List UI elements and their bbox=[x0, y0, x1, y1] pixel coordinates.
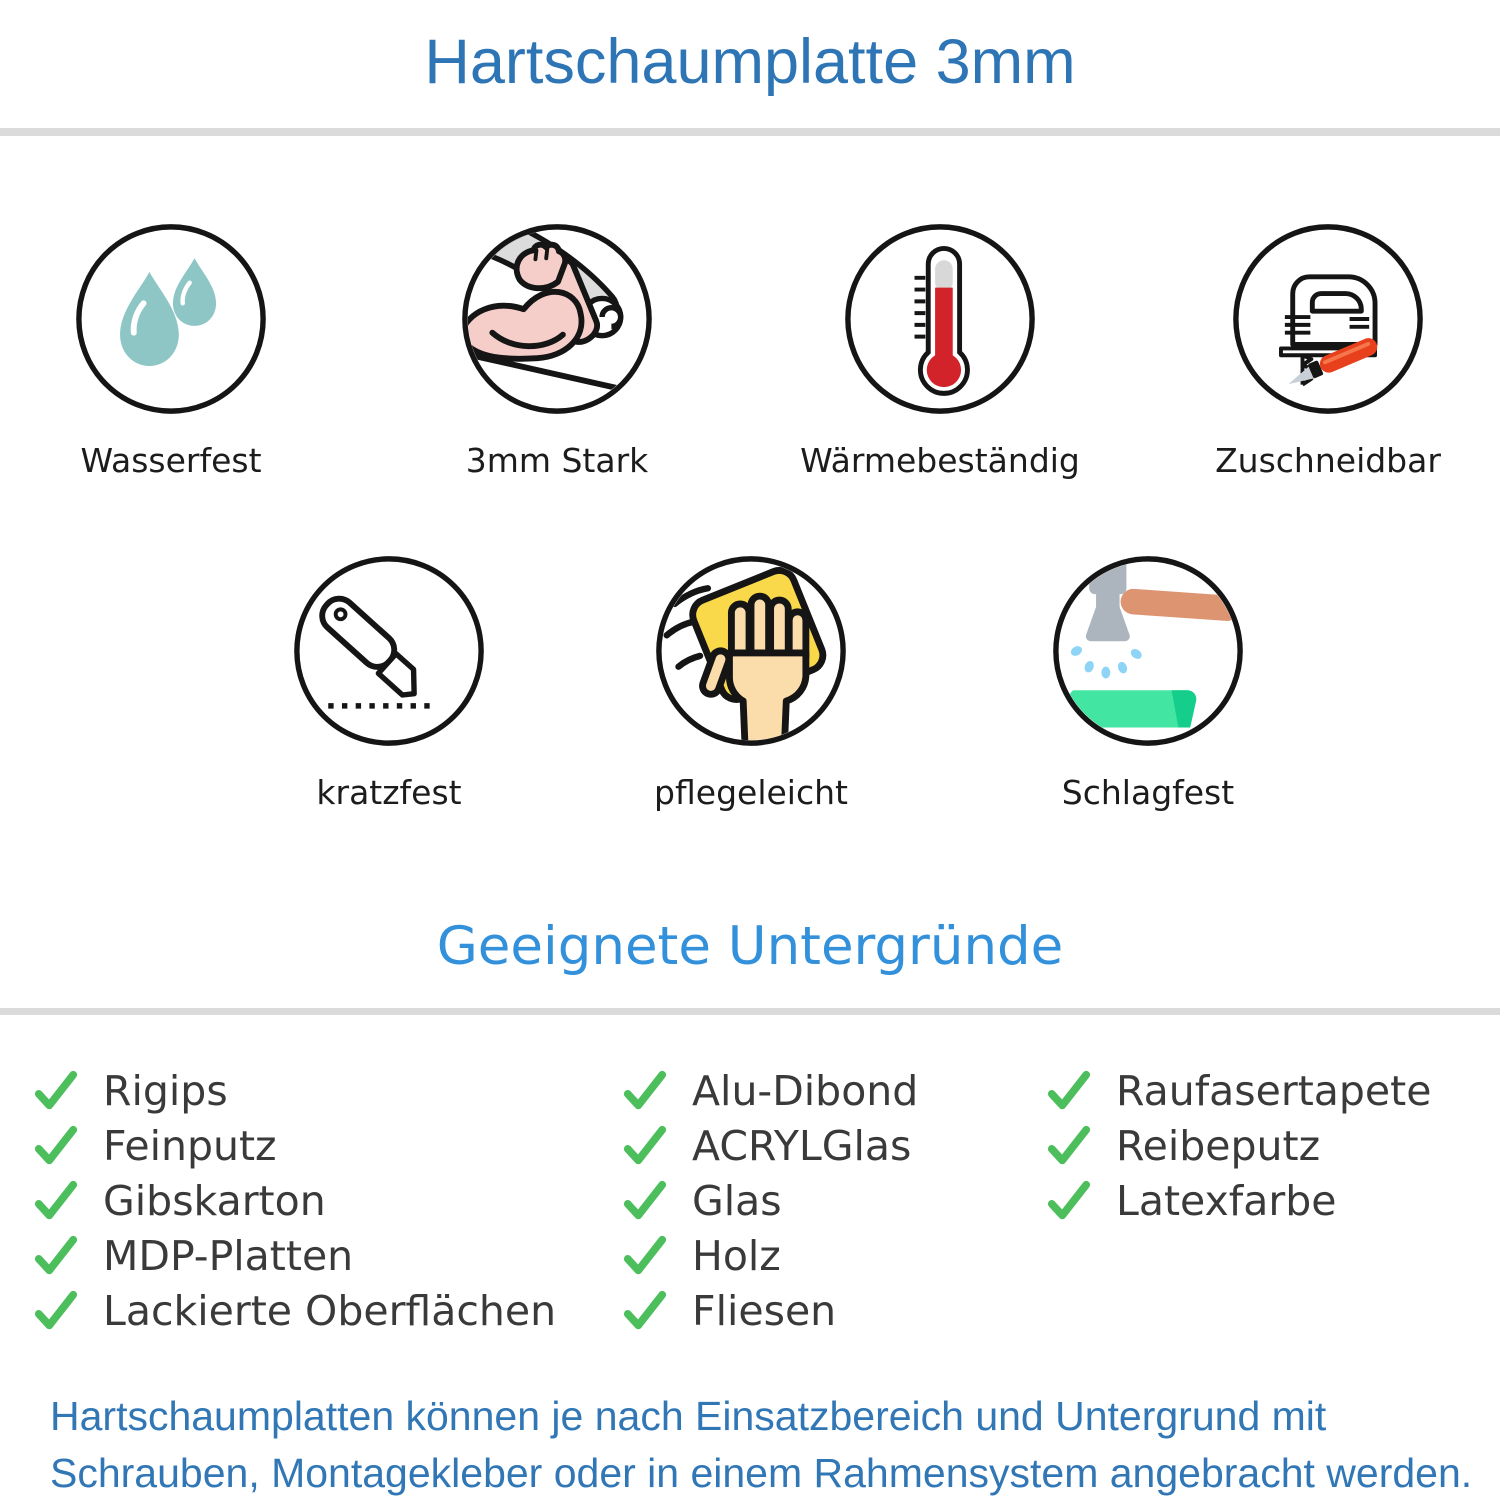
check-icon bbox=[622, 1068, 668, 1114]
check-icon bbox=[33, 1123, 79, 1169]
substrate-item bbox=[33, 1173, 556, 1228]
substrate-label: Holz bbox=[692, 1231, 781, 1280]
section-title-substrates: Geeignete Untergründe bbox=[436, 916, 1064, 977]
divider-substrates bbox=[0, 1008, 1500, 1015]
feature-label: Schlagfest bbox=[1061, 773, 1235, 812]
substrate-label: Fliesen bbox=[692, 1286, 837, 1335]
feature-label: 3mm Stark bbox=[465, 441, 649, 480]
check-icon bbox=[1046, 1178, 1092, 1224]
feature-kratzfest bbox=[291, 553, 487, 812]
substrate-label: Gibskarton bbox=[103, 1176, 326, 1225]
substrate-item bbox=[33, 1228, 556, 1283]
substrate-column-2 bbox=[622, 1063, 918, 1338]
feature-pflegeleicht bbox=[653, 553, 849, 812]
substrate-column-1 bbox=[33, 1063, 556, 1338]
jigsaw-icon bbox=[1230, 221, 1426, 417]
check-icon bbox=[622, 1178, 668, 1224]
thermometer-icon bbox=[842, 221, 1038, 417]
page-title: Hartschaumplatte 3mm bbox=[424, 27, 1076, 97]
feature-zuschneidbar bbox=[1215, 221, 1441, 480]
feature-waermebestaendig bbox=[800, 221, 1080, 480]
substrate-label: Latexfarbe bbox=[1116, 1176, 1337, 1225]
feature-label: Wärmebeständig bbox=[800, 441, 1080, 480]
check-icon bbox=[33, 1068, 79, 1114]
muscle-arm-icon bbox=[459, 221, 655, 417]
substrate-item bbox=[622, 1173, 918, 1228]
substrate-label: Alu-Dibond bbox=[692, 1066, 919, 1115]
substrate-column-3 bbox=[1046, 1063, 1431, 1228]
check-icon bbox=[33, 1288, 79, 1334]
check-icon bbox=[1046, 1068, 1092, 1114]
feature-wasserfest bbox=[73, 221, 269, 480]
check-icon bbox=[622, 1233, 668, 1279]
check-icon bbox=[622, 1123, 668, 1169]
substrate-item bbox=[33, 1118, 556, 1173]
substrate-item bbox=[1046, 1173, 1431, 1228]
check-icon bbox=[33, 1233, 79, 1279]
feature-3mm-stark bbox=[459, 221, 655, 480]
feature-label: Zuschneidbar bbox=[1215, 441, 1441, 480]
mounting-note-line-2: Schrauben, Montagekleber oder in einem Rahmensystem angebracht werden. bbox=[50, 1450, 1473, 1496]
utility-knife-icon bbox=[291, 553, 487, 749]
substrate-label: Glas bbox=[692, 1176, 782, 1225]
substrate-item bbox=[622, 1283, 918, 1338]
substrate-label: Raufasertapete bbox=[1116, 1066, 1432, 1115]
mounting-note bbox=[50, 1388, 1490, 1500]
substrate-label: MDP-Platten bbox=[103, 1231, 354, 1280]
wiping-hand-icon bbox=[653, 553, 849, 749]
feature-label: pflegeleicht bbox=[654, 773, 848, 812]
check-icon bbox=[1046, 1123, 1092, 1169]
feature-label: Wasserfest bbox=[80, 441, 262, 480]
substrate-item bbox=[1046, 1118, 1431, 1173]
mounting-note-line-1: Hartschaumplatten können je nach Einsatzbereich und Untergrund mit bbox=[50, 1393, 1327, 1439]
substrate-item bbox=[1046, 1063, 1431, 1118]
substrate-label: Rigips bbox=[103, 1066, 228, 1115]
check-icon bbox=[33, 1178, 79, 1224]
feature-label: kratzfest bbox=[316, 773, 462, 812]
check-icon bbox=[622, 1288, 668, 1334]
substrate-label: ACRYLGlas bbox=[692, 1121, 912, 1170]
substrate-label: Lackierte Oberflächen bbox=[103, 1286, 557, 1335]
substrate-label: Feinputz bbox=[103, 1121, 277, 1170]
water-drops-icon bbox=[73, 221, 269, 417]
hammer-icon bbox=[1050, 553, 1246, 749]
substrate-item bbox=[622, 1063, 918, 1118]
feature-schlagfest bbox=[1050, 553, 1246, 812]
substrate-item bbox=[33, 1283, 556, 1338]
substrate-item bbox=[622, 1228, 918, 1283]
substrate-label: Reibeputz bbox=[1116, 1121, 1321, 1170]
divider-top bbox=[0, 128, 1500, 136]
substrate-item bbox=[622, 1118, 918, 1173]
substrate-item bbox=[33, 1063, 556, 1118]
